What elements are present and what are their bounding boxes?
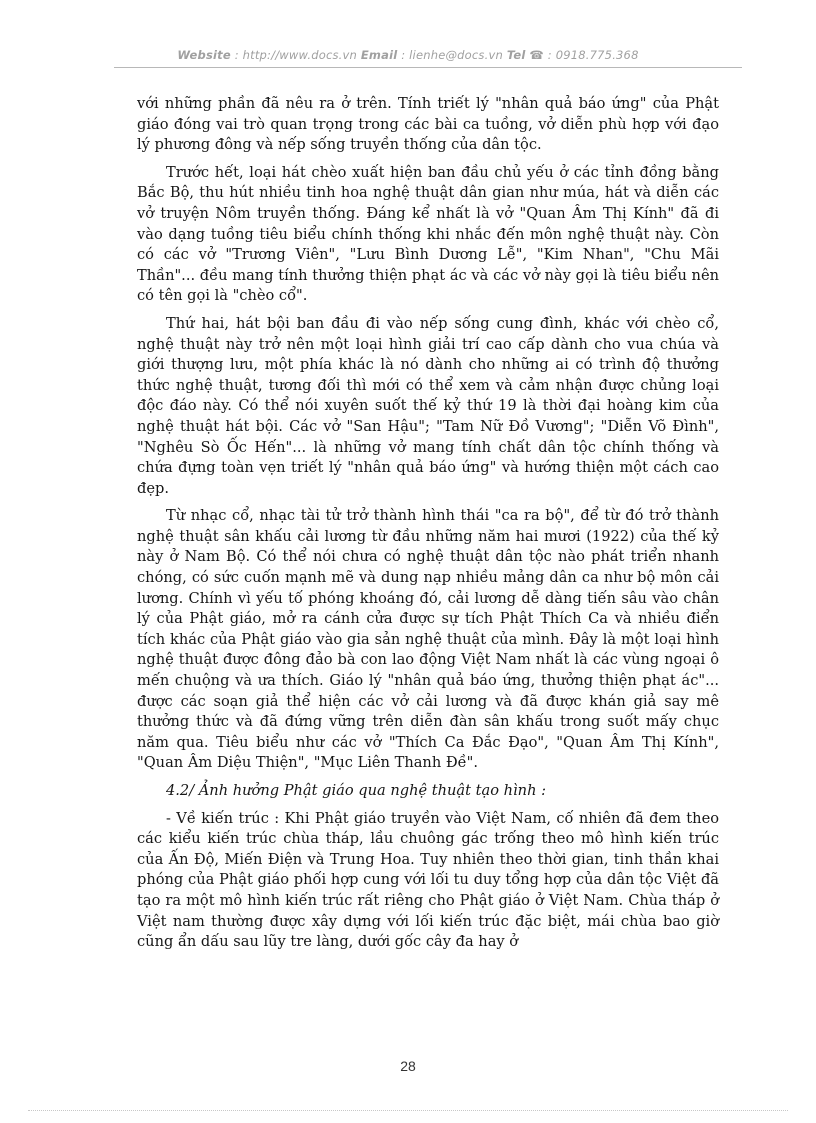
website-label: Website: [177, 48, 231, 62]
page-header: [0, 48, 816, 62]
paragraph-continuation: với những phần đã nêu ra ở trên. Tính triết lý "nhân quả báo ứng" của Phật giáo đóng vai trò quan trọng trong các bài ca tuồng, vở diễn phù hợp với đạo lý phương đông và nếp sống truyền thống của dân tộc.: [137, 95, 719, 154]
website-link[interactable]: : http://www.docs.vn: [234, 48, 358, 62]
footer-divider: [28, 1110, 788, 1111]
tel-label: Tel: [506, 48, 526, 62]
section-heading: 4.2/ Ảnh hưởng Phật giáo qua nghệ thuật tạo hình :: [166, 782, 547, 799]
page-number: 28: [400, 1058, 416, 1074]
paragraph-cai-luong: Từ nhạc cổ, nhạc tài tử trở thành hình thái "ca ra bộ", để từ đó trở thành nghệ thuật sân khấu cải lương từ đầu những năm hai mươi (1922) của thế kỷ này ở Nam Bộ. Có thể nói chưa có nghệ thuật dân tộc nào phát triển nhanh chóng, có sức cuốn mạnh mẽ và dung nạp nhiều mảng dân ca như bộ môn cải lương. Chính vì yếu tố phóng khoáng đó, cải lương dễ dàng tiến sâu vào chân lý của Phật giáo, mở ra cánh cửa được sự tích Phật Thích Ca và nhiều điển tích khác của Phật giáo vào gia sản nghệ thuật của mình. Đây là một loại hình nghệ thuật được đông đảo bà con lao động Việt Nam nhất là các vùng ngoại ô mến chuộng và ưa thích. Giáo lý "nhân quả báo ứng, thưởng thiện phạt ác"... được các soạn giả thể hiện các vở cải lương và đã được khán giả say mê thưởng thức và đã đứng vững trên diễn đàn sân khấu trong suốt mấy chục năm qua. Tiêu biểu như các vở "Thích Ca Đắc Đạo", "Quan Âm Thị Kính", "Quan Âm Diệu Thiện", "Mục Liên Thanh Đề".: [137, 507, 719, 772]
tel-value: ☎ : 0918.775.368: [529, 48, 639, 62]
email-link[interactable]: : lienhe@docs.vn: [401, 48, 503, 62]
header-divider: [114, 67, 742, 68]
paragraph-cheo: Trước hết, loại hát chèo xuất hiện ban đầu chủ yếu ở các tỉnh đồng bằng Bắc Bộ, thu hút nhiều tinh hoa nghệ thuật dân gian như múa, hát và diễn các vở truyện Nôm truyền thống. Đáng kể nhất là vở "Quan Âm Thị Kính" đã đi vào dạng tuồng tiêu biểu chính thống khi nhắc đến môn nghệ thuật này. Còn có các vở "Trương Viên", "Lưu Bình Dương Lễ", "Kim Nhan", "Chu Mãi Thần"... đều mang tính thưởng thiện phạt ác và các vở này gọi là tiêu biểu nên có tên gọi là "chèo cổ".: [137, 163, 719, 305]
paragraph-hat-boi: Thứ hai, hát bội ban đầu đi vào nếp sống cung đình, khác với chèo cổ, nghệ thuật này trở nên một loại hình giải trí cao cấp dành cho vua chúa và giới thượng lưu, một phía khác là nó dành cho những ai có trình độ thưởng thức nghệ thuật, tương đối thì mới có thể xem và cảm nhận được chủng loại độc đáo này. Có thể nói xuyên suốt thế kỷ thứ 19 là thời đại hoàng kim của nghệ thuật hát bội. Các vở "San Hậu"; "Tam Nữ Đồ Vương"; "Diễn Võ Đình", "Nghêu Sò Ốc Hến"... là những vở mang tính chất dân tộc chính thống và chứa đựng toàn vẹn triết lý "nhân quả báo ứng" và hướng thiện một cách cao đẹp.: [137, 314, 719, 497]
body-text: [137, 94, 719, 960]
paragraph-architecture: - Về kiến trúc : Khi Phật giáo truyền vào Việt Nam, cố nhiên đã đem theo các kiểu kiến trúc chùa tháp, lầu chuông gác trống theo mô hình kiến trúc của Ấn Độ, Miến Điện và Trung Hoa. Tuy nhiên theo thời gian, tinh thần khai phóng của Phật giáo phối hợp cung với lối tu duy tổng hợp của dân tộc Việt đã tạo ra một mô hình kiến trúc rất riêng cho Phật giáo ở Việt Nam. Chùa tháp ở Việt nam thường được xây dựng với lối kiến trúc đặc biệt, mái chùa bao giờ cũng ẩn dấu sau lũy tre làng, dưới gốc cây đa hay ở: [137, 809, 719, 951]
email-label: Email: [360, 48, 398, 62]
